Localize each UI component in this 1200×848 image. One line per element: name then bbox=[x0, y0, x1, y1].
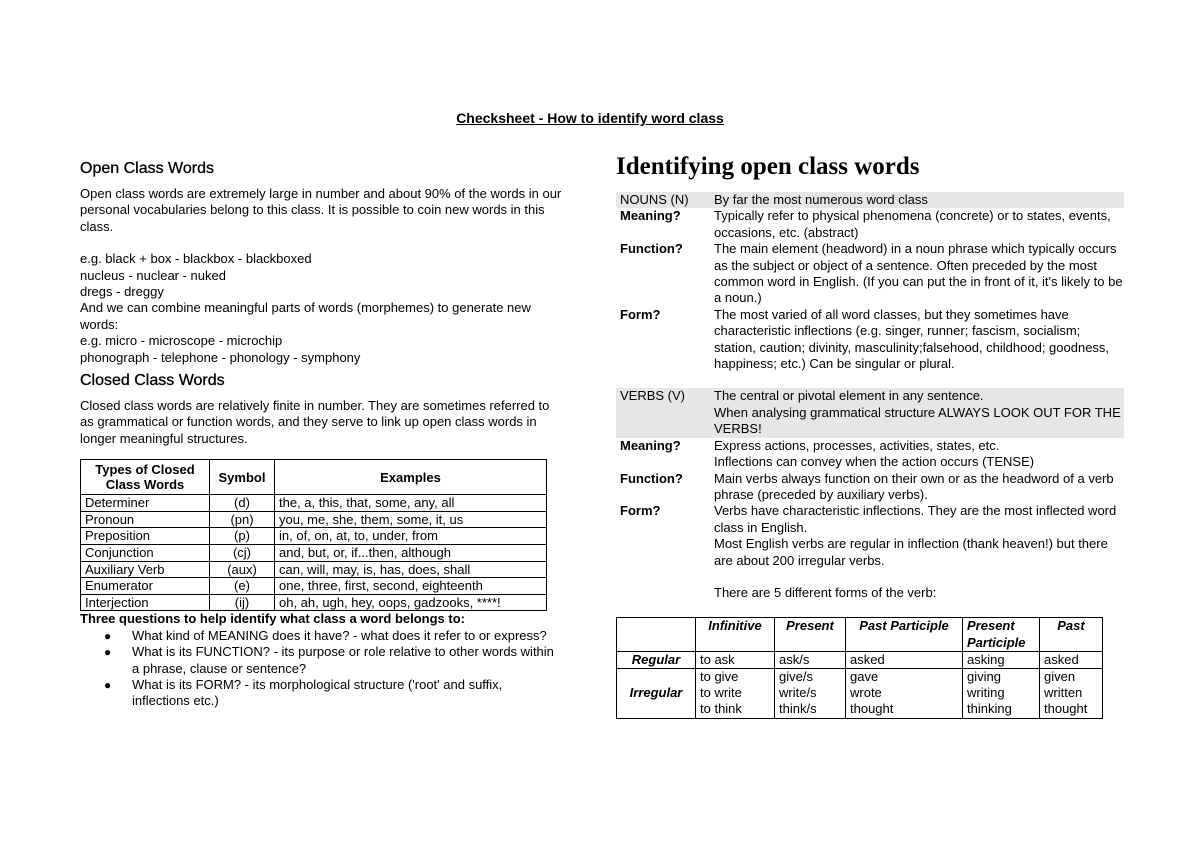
table-cell: thought bbox=[850, 701, 894, 717]
examples-cell: can, will, may, is, has, does, shall bbox=[275, 561, 547, 578]
left-column bbox=[80, 158, 562, 710]
definition-text: There are 5 different forms of the verb: bbox=[714, 584, 937, 600]
nouns-summary: By far the most numerous word class bbox=[710, 192, 1124, 208]
type-cell: Interjection bbox=[81, 594, 210, 611]
table-cell: to give bbox=[700, 668, 739, 684]
closed-class-table bbox=[80, 459, 547, 611]
open-example-line: e.g. micro - microscope - microchip bbox=[80, 333, 283, 349]
symbol-cell: (pn) bbox=[210, 511, 275, 528]
type-cell: Enumerator bbox=[81, 578, 210, 595]
definition-text: Most English verbs are regular in inflection (thank heaven!) but there are about 200 irregular verbs. bbox=[714, 536, 1108, 568]
table-cell: gave bbox=[850, 668, 879, 684]
column-header: Past bbox=[1040, 618, 1103, 651]
closed-class-heading: Closed Class Words bbox=[80, 372, 225, 390]
table-cell: giving bbox=[967, 668, 1001, 684]
column-header: Types of Closed Class Words bbox=[81, 460, 210, 495]
table-cell: asking bbox=[963, 651, 1040, 668]
symbol-cell: (p) bbox=[210, 528, 275, 545]
definition-text: Typically refer to physical phenomena (concrete) or to states, events, occasions, etc. (abstract) bbox=[714, 208, 1111, 240]
table-row bbox=[81, 495, 547, 512]
closed-class-intro: Closed class words are relatively finite in number. They are sometimes referred to as grammatical or function words, and they serve to link up open class words in longer meaningful structures. bbox=[80, 398, 550, 446]
type-cell: Conjunction bbox=[81, 545, 210, 562]
column-header: Examples bbox=[275, 460, 547, 495]
list-item bbox=[80, 644, 562, 677]
row-label: Regular bbox=[617, 651, 696, 668]
bullet-icon: ● bbox=[104, 645, 112, 660]
verbs-summary-row bbox=[616, 388, 1124, 437]
table-row bbox=[81, 561, 547, 578]
table-cell: ask/s bbox=[775, 651, 846, 668]
table-cell: given bbox=[1044, 668, 1076, 684]
open-example-line: e.g. black + box - blackbox - blackboxed bbox=[80, 251, 312, 267]
definition-key: Function? bbox=[620, 241, 683, 257]
nouns-definition bbox=[616, 192, 1124, 372]
examples-cell: you, me, she, them, some, it, us bbox=[275, 511, 547, 528]
examples-cell: the, a, this, that, some, any, all bbox=[275, 495, 547, 512]
definition-row bbox=[616, 438, 1124, 471]
definition-row bbox=[616, 307, 1124, 373]
symbol-cell: (e) bbox=[210, 578, 275, 595]
open-example-line: And we can combine meaningful parts of words (morphemes) to generate new words: bbox=[80, 300, 531, 332]
table-cell: asked bbox=[846, 651, 963, 668]
list-item bbox=[80, 628, 562, 644]
definition-text: The most varied of all word classes, but they sometimes have characteristic inflections (e.g. singer, runner; fascism, socialism; station, caution; divinity, masculinity;falsehood, childhood; goodness, happiness; etc.) Can be singular or plural. bbox=[714, 306, 1110, 372]
verbs-summary: The central or pivotal element in any sentence. bbox=[714, 388, 984, 404]
type-cell: Auxiliary Verb bbox=[81, 561, 210, 578]
definition-text: Express actions, processes, activities, states, etc. bbox=[714, 437, 1000, 453]
examples-cell: one, three, first, second, eighteenth bbox=[275, 578, 547, 595]
verb-forms-table bbox=[616, 617, 1103, 718]
verbs-label: VERBS (V) bbox=[616, 388, 710, 437]
definition-text: Verbs have characteristic inflections. They are the most inflected word class in English. bbox=[714, 503, 1117, 535]
table-row bbox=[617, 651, 1103, 668]
definition-key: Meaning? bbox=[620, 437, 681, 453]
column-header: Symbol bbox=[210, 460, 275, 495]
definition-key: Function? bbox=[620, 470, 683, 486]
definition-row bbox=[616, 208, 1124, 241]
open-example-line: dregs - dreggy bbox=[80, 284, 164, 300]
table-cell: think/s bbox=[779, 701, 817, 717]
column-header: Past Participle bbox=[846, 618, 963, 651]
column-header: Present bbox=[775, 618, 846, 651]
symbol-cell: (d) bbox=[210, 495, 275, 512]
table-cell: to ask bbox=[696, 651, 775, 668]
table-cell: write/s bbox=[779, 685, 817, 701]
list-item bbox=[80, 677, 562, 710]
table-cell: asked bbox=[1040, 651, 1103, 668]
table-row bbox=[81, 594, 547, 611]
definition-key: Form? bbox=[620, 306, 661, 322]
bullet-icon: ● bbox=[104, 678, 112, 693]
page-title: Checksheet - How to identify word class bbox=[456, 110, 724, 126]
row-label: Irregular bbox=[617, 668, 696, 718]
questions-list bbox=[80, 628, 562, 710]
table-cell: give/s bbox=[779, 668, 813, 684]
type-cell: Determiner bbox=[81, 495, 210, 512]
examples-cell: and, but, or, if...then, although bbox=[275, 545, 547, 562]
open-class-intro: Open class words are extremely large in number and about 90% of the words in our personal vocabularies belong to this class. It is possible to coin new words in this class. bbox=[80, 186, 562, 234]
symbol-cell: (ij) bbox=[210, 594, 275, 611]
table-cell: thinking bbox=[967, 701, 1012, 717]
definition-key: Meaning? bbox=[620, 208, 681, 224]
symbol-cell: (cj) bbox=[210, 545, 275, 562]
right-column bbox=[616, 150, 1124, 719]
examples-cell: oh, ah, ugh, hey, oops, gadzooks, ****! bbox=[275, 594, 547, 611]
question-text: What is its FORM? - its morphological structure ('root' and suffix, inflections etc.) bbox=[132, 677, 503, 709]
table-cell: to write bbox=[700, 685, 742, 701]
definition-text: Inflections can convey when the action occurs (TENSE) bbox=[714, 454, 1035, 470]
questions-heading: Three questions to help identify what class a word belongs to: bbox=[80, 611, 465, 627]
symbol-cell: (aux) bbox=[210, 561, 275, 578]
table-row bbox=[81, 578, 547, 595]
definition-key: Form? bbox=[620, 503, 661, 519]
table-cell: to think bbox=[700, 701, 742, 717]
table-cell: thought bbox=[1044, 701, 1088, 717]
bullet-icon: ● bbox=[104, 628, 112, 643]
open-example-line: phonograph - telephone - phonology - symphony bbox=[80, 349, 361, 365]
table-row bbox=[81, 528, 547, 545]
question-text: What is its FUNCTION? - its purpose or role relative to other words within a phrase, clause or sentence? bbox=[132, 644, 554, 676]
column-header: Present Participle bbox=[963, 618, 1040, 651]
table-row bbox=[81, 511, 547, 528]
table-row bbox=[617, 668, 1103, 718]
question-text: What kind of MEANING does it have? - what does it refer to or express? bbox=[132, 627, 547, 643]
definition-row bbox=[616, 471, 1124, 504]
table-cell: written bbox=[1044, 685, 1083, 701]
type-cell: Preposition bbox=[81, 528, 210, 545]
table-row bbox=[81, 545, 547, 562]
open-class-identify-heading: Identifying open class words bbox=[616, 153, 920, 180]
verbs-definition bbox=[616, 388, 1124, 601]
type-cell: Pronoun bbox=[81, 511, 210, 528]
table-cell: writing bbox=[967, 685, 1005, 701]
definition-row bbox=[616, 241, 1124, 307]
definition-text: The main element (headword) in a noun phrase which typically occurs as the subject or object of a sentence. Often preceded by the most common word in English. (If you can put the in front of it, it's likely to be a noun.) bbox=[714, 241, 1123, 306]
definition-text: Main verbs always function on their own or as the headword of a verb phrase (preceded by auxiliary verbs). bbox=[714, 470, 1114, 502]
open-example-line: nucleus - nuclear - nuked bbox=[80, 267, 226, 283]
examples-cell: in, of, on, at, to, under, from bbox=[275, 528, 547, 545]
open-class-heading: Open Class Words bbox=[80, 160, 214, 177]
nouns-label: NOUNS (N) bbox=[616, 192, 710, 208]
definition-row bbox=[616, 503, 1124, 601]
nouns-summary-row bbox=[616, 192, 1124, 208]
verbs-summary-note: When analysing grammatical structure ALWAYS LOOK OUT FOR THE VERBS! bbox=[714, 404, 1121, 437]
table-cell: wrote bbox=[850, 685, 882, 701]
column-header: Infinitive bbox=[696, 618, 775, 651]
